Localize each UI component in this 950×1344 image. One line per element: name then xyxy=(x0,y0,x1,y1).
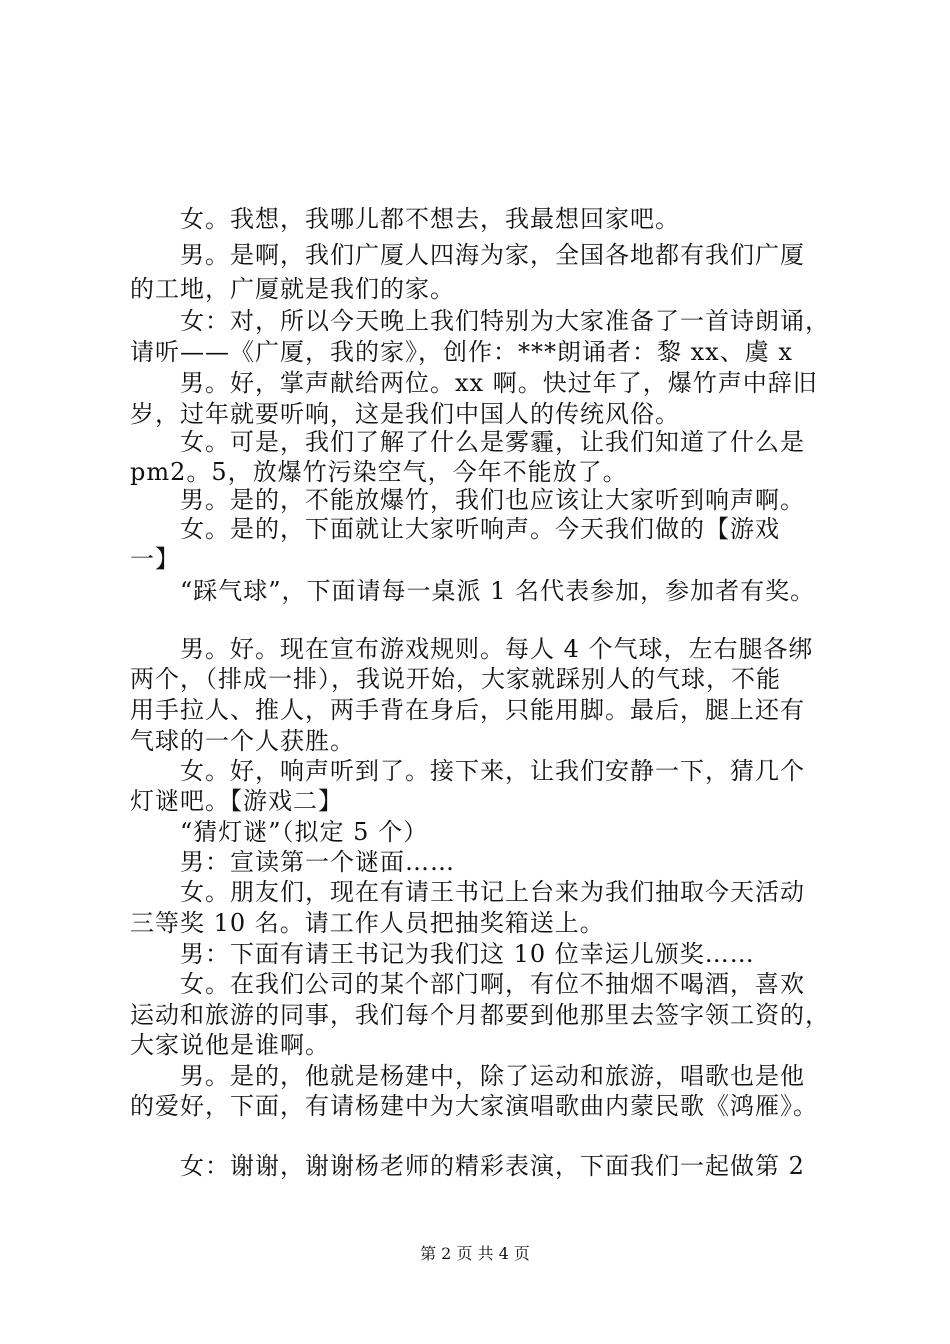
text-line: 女：对，所以今天晚上我们特别为大家准备了一首诗朗诵， xyxy=(130,307,830,335)
text-line: 男。是的，他就是杨建中，除了运动和旅游，唱歌也是他 xyxy=(130,1062,805,1090)
text-line: “踩气球”，下面请每一桌派 1 名代表参加，参加者有奖。 xyxy=(130,577,816,605)
text-line: 男。是啊，我们广厦人四海为家，全国各地都有我们广厦 xyxy=(130,241,805,269)
text-line: 的爱好，下面，有请杨建中为大家演唱歌曲内蒙民歌《鸿雁》。 xyxy=(130,1092,818,1120)
text-line: “猜灯谜”（拟定 5 个） xyxy=(130,818,429,846)
text-line: 女。在我们公司的某个部门啊，有位不抽烟不喝酒，喜欢 xyxy=(130,970,805,998)
text-line: 运动和旅游的同事，我们每个月都要到他那里去签字领工资的， xyxy=(130,1001,830,1029)
text-line: 男。好。现在宣布游戏规则。每人 4 个气球，左右腿各绑 xyxy=(130,635,814,663)
text-line: 气球的一个人获胜。 xyxy=(130,727,355,755)
text-line: 女：谢谢，谢谢杨老师的精彩表演，下面我们一起做第 2 xyxy=(130,1152,805,1180)
text-line: 女。朋友们，现在有请王书记上台来为我们抽取今天活动 xyxy=(130,878,805,906)
text-line: 女。可是，我们了解了什么是雾霾，让我们知道了什么是 xyxy=(130,428,805,456)
text-line: pm2。5，放爆竹污染空气，今年不能放了。 xyxy=(130,458,628,486)
text-line: 男。是的，不能放爆竹，我们也应该让大家听到响声啊。 xyxy=(130,486,805,514)
text-line: 男：宣读第一个谜面…… xyxy=(130,848,455,876)
text-line: 男：下面有请王书记为我们这 10 位幸运儿颁奖…… xyxy=(130,940,755,968)
page-footer: 第 2 页 共 4 页 xyxy=(420,1244,530,1263)
text-line: 大家说他是谁啊。 xyxy=(130,1031,330,1059)
text-line: 用手拉人、推人，两手背在身后，只能用脚。最后，腿上还有 xyxy=(130,696,805,724)
text-line: 请听——《广厦，我的家》，创作：***朗诵者：黎 xx、虞 x xyxy=(130,338,793,366)
text-line: 一】 xyxy=(130,545,180,573)
text-line: 女。好，响声听到了。接下来，让我们安静一下，猜几个 xyxy=(130,757,805,785)
text-line: 两个，（排成一排），我说开始，大家就踩别人的气球，不能 xyxy=(130,665,781,693)
text-line: 的工地，广厦就是我们的家。 xyxy=(130,275,455,303)
text-line: 女。我想，我哪儿都不想去，我最想回家吧。 xyxy=(130,205,680,233)
text-line: 女。是的，下面就让大家听响声。今天我们做的【游戏 xyxy=(130,515,780,543)
text-line: 灯谜吧。【游戏二】 xyxy=(130,787,343,815)
text-line: 岁，过年就要听响，这是我们中国人的传统风俗。 xyxy=(130,400,680,428)
text-line: 三等奖 10 名。请工作人员把抽奖箱送上。 xyxy=(130,909,605,937)
text-line: 男。好，掌声献给两位。xx 啊。快过年了，爆竹声中辞旧 xyxy=(130,369,818,397)
